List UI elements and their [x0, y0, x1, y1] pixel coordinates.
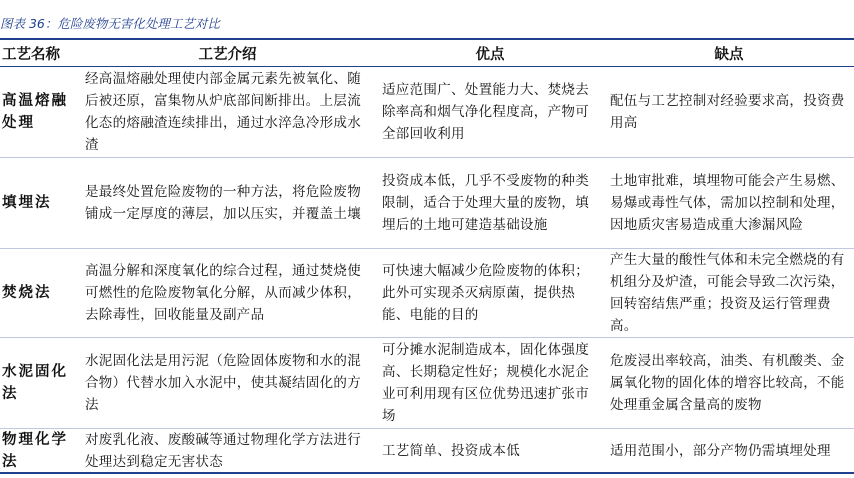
- process-intro: 水泥固化法是用污泥（危险固体废物和水的混合物）代替水加入水泥中，使其凝结固化的方法: [79, 338, 376, 429]
- process-cons: 适用范围小，部分产物仍需填埋处理: [604, 429, 854, 474]
- process-cons: 产生大量的酸性气体和未完全燃烧的有机组分及炉渣，可能会导致二次污染，回转窑结焦严重；投资及运行管理费高。: [604, 249, 854, 338]
- process-name: 物理化学法: [0, 429, 79, 474]
- process-name: 填埋法: [0, 158, 79, 249]
- figure-caption: 图表 36：危险废物无害化处理工艺对比: [0, 16, 220, 31]
- process-pros: 适应范围广、处置能力大、焚烧去除率高和烟气净化程度高，产物可全部回收利用: [376, 67, 604, 158]
- process-name: 水泥固化法: [0, 338, 79, 429]
- caption-rule: [0, 38, 854, 40]
- process-pros: 可快速大幅减少危险废物的体积；此外可实现杀灭病原菌，提供热能、电能的目的: [376, 249, 604, 338]
- header-cons: 缺点: [604, 41, 854, 67]
- table-row: [0, 338, 854, 429]
- process-intro: 高温分解和深度氧化的综合过程，通过焚烧使可燃性的危险废物氧化分解，从而减少体积，去除毒性，回收能量及副产品: [79, 249, 376, 338]
- process-intro: 是最终处置危险废物的一种方法，将危险废物铺成一定厚度的薄层，加以压实，并覆盖土壤: [79, 158, 376, 249]
- process-pros: 可分摊水泥制造成本，固化体强度高、长期稳定性好；规模化水泥企业可利用现有区位优势迅速扩张市场: [376, 338, 604, 429]
- process-cons: 配伍与工艺控制对经验要求高，投资费用高: [604, 67, 854, 158]
- header-pros: 优点: [376, 41, 604, 67]
- process-pros: 工艺简单、投资成本低: [376, 429, 604, 474]
- process-intro: 经高温熔融处理使内部金属元素先被氧化、随后被还原，富集物从炉底部间断排出。上层流化态的熔融渣连续排出，通过水淬急冷形成水渣: [79, 67, 376, 158]
- table-header-row: [0, 41, 854, 67]
- process-intro: 对废乳化液、废酸碱等通过物理化学方法进行处理达到稳定无害状态: [79, 429, 376, 474]
- header-process-name: 工艺名称: [0, 41, 79, 67]
- process-comparison-table: [0, 41, 854, 474]
- process-cons: 危废浸出率较高，油类、有机酸类、金属氧化物的固化体的增容比较高，不能处理重金属含量高的废物: [604, 338, 854, 429]
- table-row: [0, 429, 854, 474]
- process-name: 高温熔融处理: [0, 67, 79, 158]
- table-row: [0, 158, 854, 249]
- table-bottom-rule: [0, 472, 854, 474]
- table-row: [0, 249, 854, 338]
- table-row: [0, 67, 854, 158]
- header-process-intro: 工艺介绍: [79, 41, 376, 67]
- process-pros: 投资成本低，几乎不受废物的种类限制，适合于处理大量的废物，填埋后的土地可建造基础设施: [376, 158, 604, 249]
- process-name: 焚烧法: [0, 249, 79, 338]
- process-cons: 土地审批难，填埋物可能会产生易燃、易爆或毒性气体，需加以控制和处理，因地质灾害易造成重大渗漏风险: [604, 158, 854, 249]
